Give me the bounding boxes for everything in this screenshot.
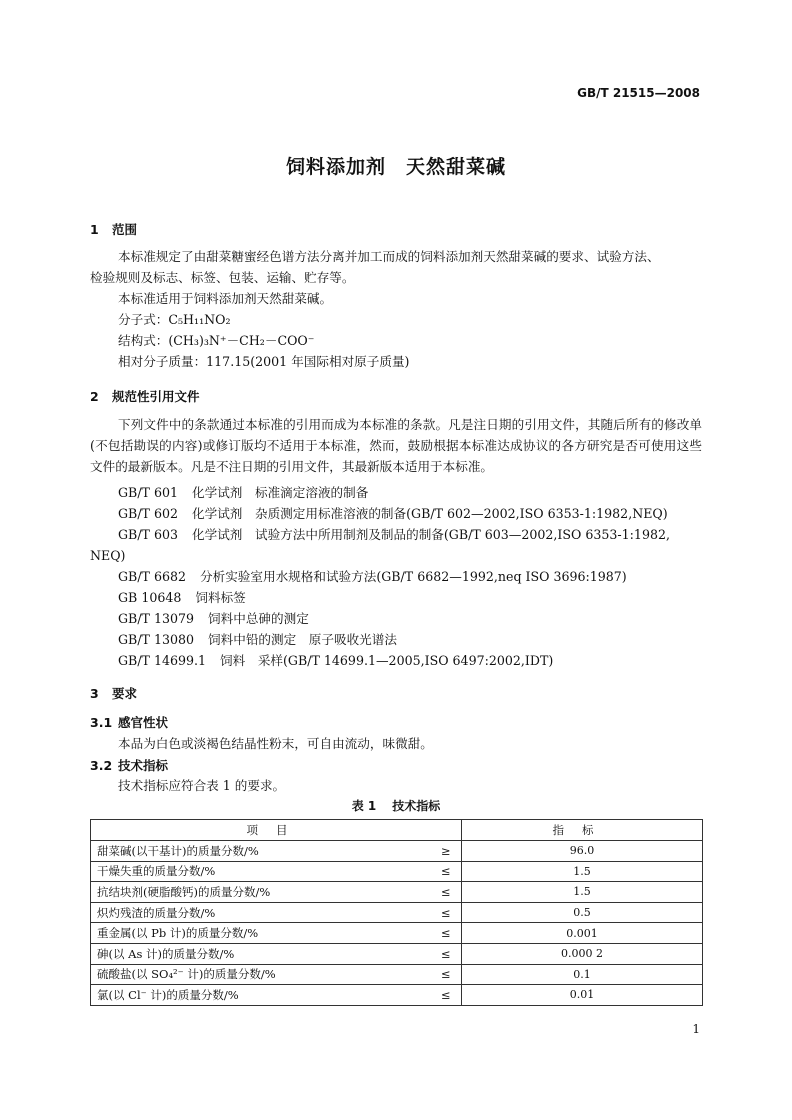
table-row <box>91 841 703 862</box>
reference-item <box>118 587 702 608</box>
scope-para2: 本标准适用于饲料添加剂天然甜菜碱。 <box>118 291 333 306</box>
subsection-title: 感官性状 <box>118 715 169 730</box>
technical-text: 技术指标应符合表 1 的要求。 <box>118 778 286 793</box>
formula-label: 分子式： <box>118 312 169 327</box>
section-title: 要求 <box>112 686 138 701</box>
reference-title: 饲料标签 <box>195 590 246 605</box>
row-operator: ≤ <box>431 861 462 882</box>
reference-code: GB/T 601 <box>118 485 178 500</box>
reference-title: 饲料中铅的测定 原子吸收光谱法 <box>208 632 397 647</box>
section-title: 规范性引用文件 <box>112 389 200 404</box>
row-value: 96.0 <box>462 841 703 862</box>
molecular-formula <box>118 309 702 330</box>
reference-code: GB/T 603 <box>118 527 178 542</box>
subsection-3-1-heading <box>90 713 168 731</box>
header-value: 指标 <box>462 820 703 841</box>
row-value: 1.5 <box>462 882 703 903</box>
reference-title: 化学试剂 杂质测定用标准溶液的制备(GB/T 602—2002,ISO 6353-1:1982,NEQ) <box>192 506 668 521</box>
section-number: 2 <box>90 389 99 404</box>
page-number: 1 <box>692 1022 700 1036</box>
reference-item <box>118 482 702 503</box>
table-caption <box>0 797 792 814</box>
subsection-number: 3.2 <box>90 758 113 773</box>
row-operator: ≤ <box>431 985 462 1006</box>
scope-para1-line1: 本标准规定了由甜菜糖蜜经色谱方法分离并加工而成的饲料添加剂天然甜菜碱的要求、试验方法、 <box>118 249 660 264</box>
row-operator: ≥ <box>431 841 462 862</box>
row-item: 抗结块剂(硬脂酸钙)的质量分数/% <box>91 882 431 903</box>
section-1-heading <box>90 220 137 238</box>
table-row <box>91 902 703 923</box>
table-header-row <box>91 820 703 841</box>
standard-number: GB/T 21515—2008 <box>577 86 700 100</box>
section-title: 范围 <box>112 222 138 237</box>
table-row <box>91 882 703 903</box>
reference-item <box>118 566 702 587</box>
table-number: 表 1 <box>351 799 377 813</box>
reference-code: GB/T 6682 <box>118 569 187 584</box>
row-item: 炽灼残渣的质量分数/% <box>91 902 431 923</box>
row-item: 干燥失重的质量分数/% <box>91 861 431 882</box>
reference-item <box>118 629 702 650</box>
reference-item <box>118 608 702 629</box>
reference-code: GB 10648 <box>118 590 182 605</box>
reference-code: GB/T 602 <box>118 506 178 521</box>
table-row <box>91 943 703 964</box>
row-value: 0.001 <box>462 923 703 944</box>
section-2-heading <box>90 387 200 405</box>
structure-label: 结构式： <box>118 333 169 348</box>
section-number: 1 <box>90 222 99 237</box>
row-item: 甜菜碱(以干基计)的质量分数/% <box>91 841 431 862</box>
row-value: 0.01 <box>462 985 703 1006</box>
subsection-3-2-heading <box>90 756 168 774</box>
subsection-title: 技术指标 <box>118 758 169 773</box>
subsection-number: 3.1 <box>90 715 113 730</box>
scope-para1-line2: 检验规则及标志、标签、包装、运输、贮存等。 <box>90 270 355 285</box>
reference-title: 饲料中总砷的测定 <box>208 611 309 626</box>
sensory-text: 本品为白色或淡褐色结晶性粉末，可自由流动，味微甜。 <box>118 736 433 751</box>
molecular-mass: 相对分子质量：117.15(2001 年国际相对原子质量) <box>118 354 410 369</box>
table-row <box>91 861 703 882</box>
row-value: 0.5 <box>462 902 703 923</box>
reference-code: GB/T 13079 <box>118 611 195 626</box>
row-operator: ≤ <box>431 902 462 923</box>
table-title: 技术指标 <box>392 799 441 813</box>
reference-title: 化学试剂 标准滴定溶液的制备 <box>192 485 369 500</box>
header-item: 项目 <box>91 820 462 841</box>
references-intro: 下列文件中的条款通过本标准的引用而成为本标准的条款。凡是注日期的引用文件，其随后所有的修改单(不包括勘误的内容)或修订版均不适用于本标准，然而，鼓励根据本标准达成协议的各方研究是否可使用这些文件的最新版本。凡是不注日期的引用文件，其最新版本适用于本标准。 <box>90 417 702 474</box>
reference-code: GB/T 14699.1 <box>118 653 207 668</box>
reference-title: 分析实验室用水规格和试验方法(GB/T 6682—1992,neq ISO 3696:1987) <box>200 569 627 584</box>
structural-formula <box>118 330 702 351</box>
row-item: 重金属(以 Pb 计)的质量分数/% <box>91 923 431 944</box>
row-operator: ≤ <box>431 882 462 903</box>
reference-item <box>118 524 702 545</box>
reference-title: 化学试剂 试验方法中所用制剂及制品的制备(GB/T 603—2002,ISO 6353-1:1982, <box>192 527 670 542</box>
row-value: 1.5 <box>462 861 703 882</box>
row-operator: ≤ <box>431 943 462 964</box>
row-operator: ≤ <box>431 964 462 985</box>
reference-item <box>118 650 702 671</box>
table-row <box>91 964 703 985</box>
structure-value: (CH₃)₃N⁺－CH₂－COO⁻ <box>168 333 315 348</box>
row-value: 0.1 <box>462 964 703 985</box>
row-item: 硫酸盐(以 SO₄²⁻ 计)的质量分数/% <box>91 964 431 985</box>
table-row <box>91 985 703 1006</box>
row-item: 砷(以 As 计)的质量分数/% <box>91 943 431 964</box>
reference-code: GB/T 13080 <box>118 632 195 647</box>
row-item: 氯(以 Cl⁻ 计)的质量分数/% <box>91 985 431 1006</box>
formula-value: C₅H₁₁NO₂ <box>168 312 231 327</box>
document-title: 饲料添加剂 天然甜菜碱 <box>285 156 506 178</box>
reference-item-continued: NEQ) <box>90 548 126 563</box>
row-operator: ≤ <box>431 923 462 944</box>
row-value: 0.000 2 <box>462 943 703 964</box>
section-3-heading <box>90 684 137 702</box>
section-number: 3 <box>90 686 99 701</box>
reference-item <box>118 503 702 524</box>
reference-title: 饲料 采样(GB/T 14699.1—2005,ISO 6497:2002,IDT) <box>220 653 554 668</box>
table-row <box>91 923 703 944</box>
technical-indicators-table <box>90 819 703 1006</box>
